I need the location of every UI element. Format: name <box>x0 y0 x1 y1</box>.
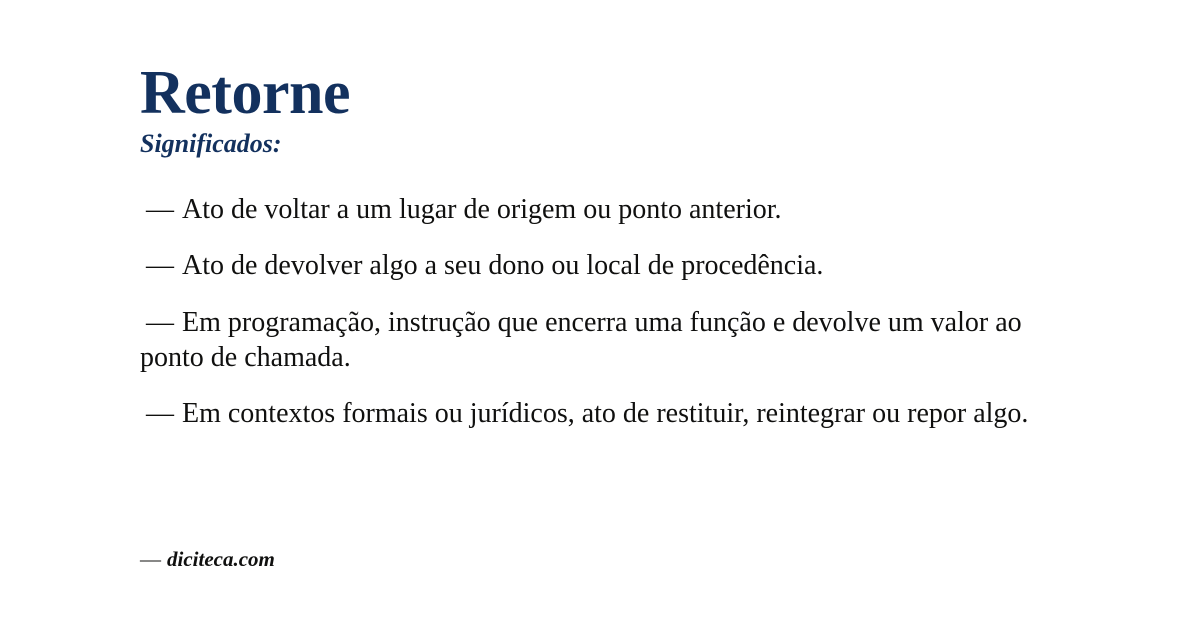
definitions-list <box>140 193 1060 433</box>
list-item <box>140 193 1060 228</box>
bullet-dash-icon: — <box>146 193 174 225</box>
meanings-label: Significados: <box>140 129 282 158</box>
source-attribution <box>140 547 275 572</box>
list-item <box>140 306 1060 375</box>
bullet-dash-icon: — <box>146 307 174 339</box>
definition-text: Em programação, instrução que encerra uma função e devolve um valor ao ponto de chamada. <box>140 307 1022 373</box>
bullet-dash-icon: — <box>146 398 174 430</box>
list-item <box>140 397 1060 432</box>
source-dash-icon: — <box>140 547 161 571</box>
definition-text: Ato de devolver algo a seu dono ou local de procedência. <box>182 250 824 282</box>
source-name: diciteca.com <box>167 547 275 571</box>
definition-text: Em contextos formais ou jurídicos, ato de restituir, reintegrar ou repor algo. <box>182 398 1029 430</box>
definition-text: Ato de voltar a um lugar de origem ou ponto anterior. <box>182 193 782 225</box>
bullet-dash-icon: — <box>146 250 174 282</box>
list-item <box>140 249 1060 284</box>
page-title: Retorne <box>140 59 350 127</box>
